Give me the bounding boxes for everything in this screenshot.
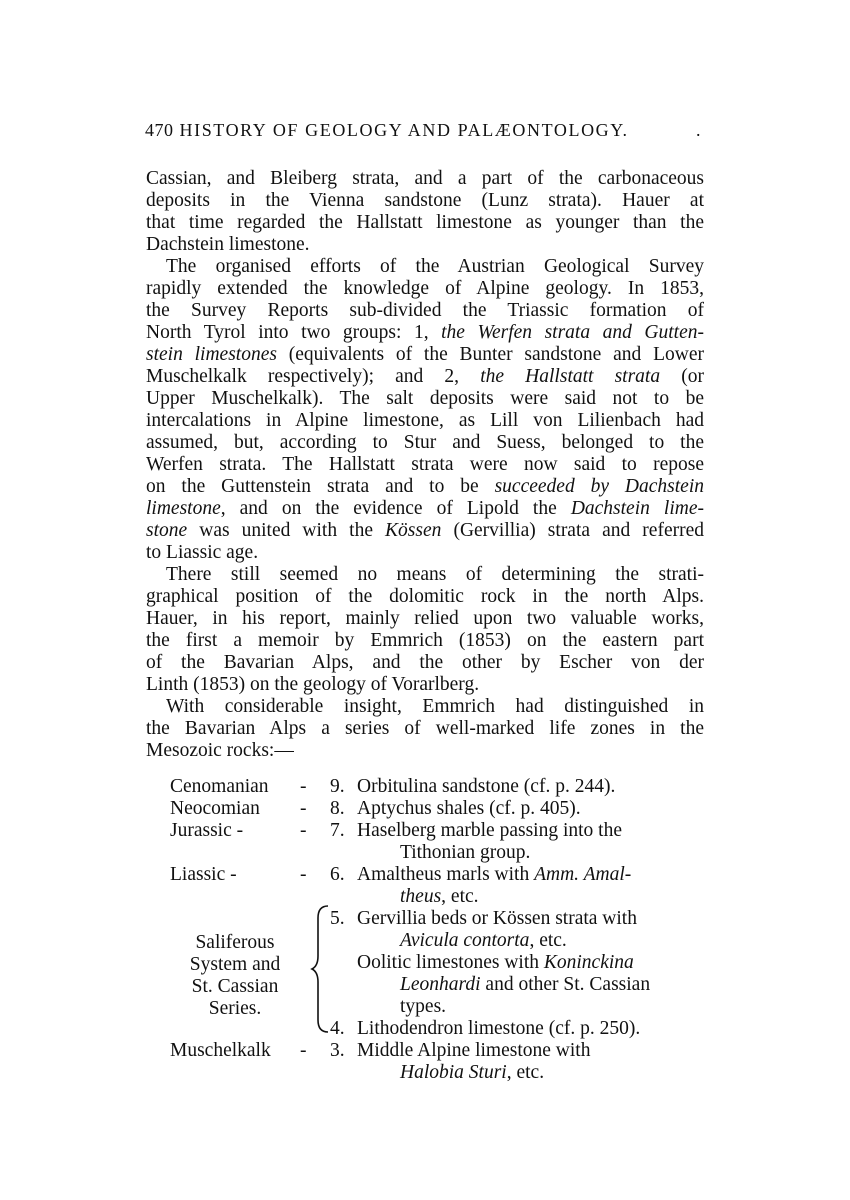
text-line: stone was united with the Kössen (Gervillia) strata and referred — [146, 520, 705, 541]
text-line: Hauer, in his report, mainly relied upon two valuable works, — [146, 608, 704, 629]
text-line: limestone, and on the evidence of Lipold the Dachstein lime- — [146, 498, 704, 519]
text-line: Dachstein limestone. — [146, 234, 310, 255]
text-line: The organised efforts of the Austrian Geological Survey — [166, 256, 704, 277]
text-line: Cassian, and Bleiberg strata, and a part of the carbonaceous — [146, 168, 704, 189]
curly-brace-icon — [310, 904, 332, 1034]
text-line: to Liassic age. — [146, 542, 259, 563]
text-line: stein limestones (equivalents of the Bunter sandstone and Lower — [146, 344, 704, 365]
text-line: of the Bavarian Alps, and the other by Escher von der — [146, 652, 704, 673]
zone-table — [170, 776, 710, 1084]
running-title: HISTORY OF GEOLOGY AND PALÆONTOLOGY. — [179, 120, 629, 140]
text-line: intercalations in Alpine limestone, as Lill von Lilienbach had — [146, 410, 704, 431]
page-number: 470 — [145, 120, 174, 140]
saliferous-group-label: Saliferous System and St. Cassian Series. — [189, 932, 281, 1019]
text-line: There still seemed no means of determining the strati- — [166, 564, 704, 585]
paragraph-4 — [146, 696, 704, 762]
table-row: 4. Lithodendron limestone (cf. p. 250). — [330, 1018, 641, 1039]
text-line: rapidly extended the knowledge of Alpine geology. In 1853, — [146, 278, 704, 299]
table-row: Tithonian group. — [400, 842, 531, 863]
text-line: Linth (1853) on the geology of Vorarlberg. — [146, 674, 480, 695]
table-row: theus, etc. — [400, 886, 479, 907]
text-line: North Tyrol into two groups: 1, the Werfen strata and Gutten- — [146, 322, 704, 343]
table-row: 5. Gervillia beds or Kössen strata with — [330, 908, 637, 929]
table-row: Cenomanian - 9. Orbitulina sandstone (cf. p. 244). — [170, 776, 616, 797]
text-line: graphical position of the dolomitic rock in the north Alps. — [146, 586, 704, 607]
table-row: Muschelkalk - 3. Middle Alpine limestone with — [170, 1040, 591, 1061]
text-line: Upper Muschelkalk). The salt deposits were said not to be — [146, 388, 704, 409]
header-dot: . — [696, 120, 703, 140]
text-line: deposits in the Vienna sandstone (Lunz strata). Hauer at — [146, 190, 704, 211]
table-row: Neocomian - 8. Aptychus shales (cf. p. 405). — [170, 798, 581, 819]
text-line: on the Guttenstein strata and to be succeeded by Dachstein — [146, 476, 704, 497]
text-line: With considerable insight, Emmrich had distinguished in — [166, 696, 704, 717]
text-line: Mesozoic rocks:— — [146, 740, 294, 761]
text-line: Werfen strata. The Hallstatt strata were now said to repose — [146, 454, 704, 475]
table-row: Jurassic - - 7. Haselberg marble passing into the — [170, 820, 622, 841]
table-row: Avicula contorta, etc. — [400, 930, 567, 951]
paragraph-2 — [146, 256, 704, 564]
text-line: assumed, but, according to Stur and Suess, belonged to the — [146, 432, 704, 453]
paragraph-1 — [146, 168, 704, 256]
text-line: that time regarded the Hallstatt limestone as younger than the — [146, 212, 704, 233]
text-line: Muschelkalk respectively); and 2, the Hallstatt strata (or — [146, 366, 704, 387]
table-row: Leonhardi and other St. Cassian — [400, 974, 651, 995]
text-line: the Bavarian Alps a series of well-marked life zones in the — [146, 718, 704, 739]
text-line: the Survey Reports sub-divided the Triassic formation of — [146, 300, 704, 321]
table-row: types. — [400, 996, 447, 1017]
table-row: Halobia Sturi, etc. — [400, 1062, 545, 1083]
text-line: the first a memoir by Emmrich (1853) on the eastern part — [146, 630, 704, 651]
table-row: Oolitic limestones with Koninckina — [357, 952, 634, 973]
table-row: Liassic - - 6. Amaltheus marls with Amm. Amal- — [170, 864, 632, 885]
paragraph-3 — [146, 564, 704, 696]
running-header — [145, 120, 703, 141]
